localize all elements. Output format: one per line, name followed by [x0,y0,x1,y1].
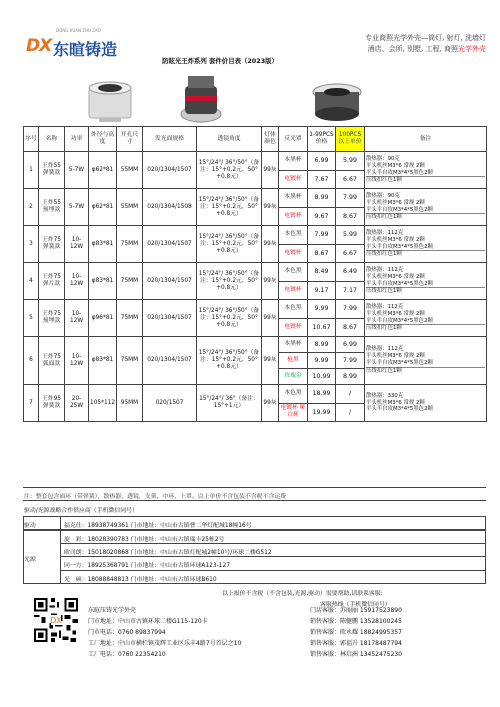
logo-mark: DX [26,36,52,56]
row-no: 6 [24,337,39,385]
row-angle: 15°/24°/ 36°/50°（备注：15°+0.2元，50°+0.8元） [197,263,262,300]
product-image-2 [176,74,226,126]
row-reflector: 本色黑 [279,263,308,282]
note-line: 平头半自攻M3*4*5黑色2颗 [366,169,433,176]
row-price-100: 8.67 [336,318,365,337]
logo-name: 东暄铸造 [53,40,118,59]
row-reflector: 电镀杯 [279,170,308,189]
row-price-100: 8.99 [336,369,365,385]
row-notes [365,152,487,189]
header-color: 灯体颜色 [262,127,279,152]
row-price-1-99: 9.99 [308,300,336,319]
row-price-1-99: 9.99 [308,353,336,369]
row-price-1-99: 9.67 [308,207,336,226]
row-size: 105*112 [89,385,117,422]
row-power: 10-12W [65,337,89,385]
row-source: 020/1507 [143,385,197,422]
row-color: 99灰 [262,300,279,337]
note-line: 压线扣红色1颗 [366,287,485,295]
row-reflector: 电镀杯 [279,207,308,226]
footer-right-2: 销售客服：陈健鹏 13528100245 [310,618,402,625]
header-price100: 100PCS以上单价 [336,127,365,152]
row-price-100: 7.17 [336,281,365,300]
row-notes [365,300,487,337]
note-line: 平头机丝M3*6 常规 2颗 [366,310,425,317]
row-angle: 15°/24°/ 36°/50°（备注：15°+0.2元，50°+0.8元） [197,226,262,263]
row-power: 10-12W [65,300,89,337]
row-angle: 15°/24°/ 36°/50°（备注：15°+0.2元，50°+0.8元） [197,152,262,189]
row-reflector: 本黑杯 [279,152,308,171]
note-line: 压线扣红色1颗 [366,324,485,332]
row-reflector: 本色黑 [279,385,308,404]
row-price-100: 6.67 [336,170,365,189]
table-row [24,385,487,404]
row-price-1-99: 19.99 [308,403,336,422]
footer-disclaimer: 以上报价不含税（不含包装,光源,驱动）需要帮助,请联系客服: [222,591,383,597]
row-price-100: 7.99 [336,300,365,319]
row-name: 王炸55预埋款 [39,189,65,226]
row-notes [365,385,487,422]
footer-left-1: 门市地址：中山市古镇环球二楼G115-120卡 [88,618,208,625]
row-notes [365,263,487,300]
header-source: 发光面规格 [143,127,197,152]
row-price-1-99: 7.99 [308,226,336,245]
table-row [24,300,487,319]
row-name: 王炸75弧面款 [39,337,65,385]
row-price-100: 7.99 [336,353,365,369]
row-hole: 75MM [117,263,143,300]
row-price-100: 5.99 [336,226,365,245]
light-label: 光源 [24,557,36,563]
row-price-1-99: 6.99 [308,152,336,171]
light-supplier-3: 同一方：18925368791 门市地址：中山市古镇环球A123-127 [64,563,230,569]
row-color: 99灰 [262,189,279,226]
row-reflector: 本黑杯 [279,337,308,353]
row-price-1-99: 8.67 [308,244,336,263]
row-reflector: 电镀杯 [279,318,308,337]
row-power: 10-12W [65,263,89,300]
row-source: 020/1304/1507 [143,300,197,337]
header-angle: 透镜角度 [197,127,262,152]
footer-company: 东暄压铸光学外壳 [88,607,137,614]
driver-supplier: 福克仕：18938749361 门市地址：中山市古镇曹二华灯配城18幢16号 [64,523,252,529]
note-line: 散热器：112克 [366,303,404,310]
row-price-1-99: 18.99 [308,385,336,404]
row-price-100: 5.99 [336,152,365,171]
note-line: 平头机丝M3*6 常规 2颗 [366,273,425,280]
row-price-1-99: 8.99 [308,189,336,208]
note-line: 平头半自攻M3*4*5黑色2颗 [366,317,433,324]
row-notes [365,189,487,226]
note-line: 散热器：330克 [366,392,404,399]
footer-left-3: 工厂地址：中山市横栏镇茂辉工业区乐丰4路7号首层之10 [88,640,242,647]
footer-left-4: 工厂电话：0760 22354210 [88,651,166,658]
row-color: 99灰 [262,152,279,189]
note-line: 散热器：90克 [366,155,400,162]
row-size: φ96*81 [89,300,117,337]
row-no: 3 [24,226,39,263]
table-row [24,226,487,245]
document-title: 防眩光王炸系列 套件价目表（2023版） [162,57,278,65]
row-price-1-99: 8.99 [308,337,336,353]
price-table [23,126,487,422]
driver-label: 驱动 [24,523,36,529]
header-name: 名称 [39,127,65,152]
row-color: 99灰 [262,226,279,263]
row-reflector: 电镀杯 哑白杯 [279,403,308,422]
header-hole: 开孔尺寸 [117,127,143,152]
note-line: 平头半自攻M3*4*5黑色2颗 [366,406,433,413]
note-line: 散热器：112克 [366,266,404,273]
header-price1: 1-99PCS价格 [308,127,336,152]
row-price-1-99: 10.99 [308,369,336,385]
row-reflector: 本色黑 [279,300,308,319]
row-no: 1 [24,152,39,189]
row-reflector: 本色黑 [279,226,308,245]
row-reflector: 电镀杯 [279,281,308,300]
row-power: 10-12W [65,226,89,263]
table-row [24,337,487,353]
row-price-1-99: 10.67 [308,318,336,337]
row-reflector: 玫瑰金 [279,369,308,385]
row-notes [365,226,487,263]
note-line: 压线扣红色1颗 [366,250,485,258]
row-price-100: 8.67 [336,207,365,226]
row-reflector: 本黑杯 [279,189,308,208]
row-angle: 15°/24°/ 36°/50°（备注：15°+0.2元，50°+0.8元） [197,189,262,226]
note-line: 平头半自攻M3*4*5黑色2颗 [366,206,433,213]
product-image-3 [310,72,364,126]
header-reflector: 反光罩 [279,127,308,152]
row-source: 020/1304/1507 [143,152,197,189]
note-line: 平头机丝M3*6 常规 2颗 [366,353,425,360]
row-name: 王炸75弹片款 [39,263,65,300]
note-line: 平头半自攻M3*4*5黑色2颗 [366,243,433,250]
footer-hotline: 客服热线（手机微信同号） [320,602,391,608]
table-row [24,263,487,282]
header-note: 备注 [365,127,487,152]
note-line: 平头半自攻M3*4*5黑色2颗 [366,360,433,366]
row-name: 王炸55弹簧款 [39,152,65,189]
row-angle: 15°/24°/ 36°/50°（备注：15°+0.2元，50°+0.8元） [197,337,262,385]
row-size: φ83*81 [89,337,117,385]
note-line: 压线扣红色1颗 [366,213,485,221]
row-price-100: / [336,385,365,404]
header-no: 序号 [24,127,39,152]
brand-slogan: 专业商照光学外壳—筒灯, 射灯, 洗墙灯 酒店、会所, 别墅, 工程, 商照光学外壳 [365,34,486,53]
row-color: 99灰 [262,385,279,422]
table-row [24,152,487,171]
row-price-1-99: 9.17 [308,281,336,300]
light-supplier-4: 光 硕：18088848813 门市地址：中山市古镇环球B610 [64,577,217,583]
note-line: 平头机丝M3*6 常规 2颗 [366,399,425,406]
row-power: 5-7W [65,189,89,226]
table-row [24,189,487,208]
row-name: 王炸95弹簧款 [39,385,65,422]
header-size: 外径与高度 [89,127,117,152]
row-hole: 75MM [117,226,143,263]
footer-right-5: 销售客服：林启洲 13452475230 [310,651,402,658]
footer-right-1: 门店客服：苏丽丽 15917523890 [310,607,402,614]
row-size: φ62*81 [89,152,117,189]
row-no: 4 [24,263,39,300]
footer-right-3: 销售客服：欧永耀 18824995357 [310,629,402,636]
note-line: 平头机丝M3*6 常规 2颗 [366,236,425,243]
note-line: 平头机丝M3*6 常规 2颗 [366,162,425,169]
row-price-100: 6.99 [336,337,365,353]
row-price-1-99: 8.49 [308,263,336,282]
row-no: 5 [24,300,39,337]
row-power: 5-7W [65,152,89,189]
row-hole: 95MM [117,385,143,422]
row-name: 王炸75弹簧款 [39,226,65,263]
row-hole: 75MM [117,300,143,337]
qr-code-image [32,596,80,644]
row-size: φ62*81 [89,189,117,226]
footer-right-4: 销售客服：郭福升 18178487794 [310,640,402,647]
svg-text:DX: DX [50,615,62,625]
row-source: 020/1304/1507 [143,263,197,300]
row-price-100: 6.49 [336,263,365,282]
row-reflector: 电镀杯 [279,244,308,263]
brand-logo [26,28,138,60]
row-power: 20-25W [65,385,89,422]
row-no: 7 [24,385,39,422]
logo-tagline: DONG XUAN ZHU ZAO [56,28,101,33]
row-color: 99灰 [262,263,279,300]
row-size: φ83*81 [89,263,117,300]
row-source: 020/1304/1507 [143,226,197,263]
row-source: 020/1304/1507 [143,337,197,385]
row-hole: 55MM [117,152,143,189]
product-image-1 [85,74,135,126]
light-supplier-2: 欧司朗：15018020868 门市地址：中山市古镇灯配城2幢10号/环球二楼G512 [64,550,272,556]
row-price-1-99: 7.67 [308,170,336,189]
note-line: 散热器：112克 [366,229,404,236]
note-line: 平头机丝M3*6 常规 2颗 [366,199,425,206]
table-header-row [24,127,487,152]
note-line: 散热器：90克 [366,192,400,199]
row-price-100: 6.67 [336,244,365,263]
row-angle: 15°/24°/ 36°（备注：15°+1元） [197,385,262,422]
row-name: 王炸75预埋款 [39,300,65,337]
note-line: 散热器：112克 [366,346,404,353]
row-color: 99灰 [262,337,279,385]
row-size: φ83*81 [89,226,117,263]
row-notes [365,337,487,385]
row-source: 020/1304/1508 [143,189,197,226]
row-hole: 55MM [117,189,143,226]
row-angle: 15°/24°/ 36°/50°（备注：15°+0.2元，50°+0.8元） [197,300,262,337]
row-hole: 75MM [117,337,143,385]
table-footnote: 注：整套包含面环（带弹簧），散热器，透镜，支架，中环，上罩。以上单价不含包装不含税不含运费 [24,494,287,500]
note-line: 压线扣红色1颗 [366,367,485,375]
row-price-100: / [336,403,365,422]
footer-left-2: 门市电话：0760 89837994 [88,629,166,636]
light-supplier-1: 旋 彩：18028390783 门市地址：中山市古镇瑞丰25栋2号 [64,537,225,543]
row-reflector: 枪黑 [279,353,308,369]
header-power: 功率 [65,127,89,152]
row-no: 2 [24,189,39,226]
supplier-heading: 驱动/光源战略合作供应商（手机微信同号） [24,508,138,514]
note-line: 压线扣红色1颗 [366,176,485,184]
row-price-100: 7.99 [336,189,365,208]
note-line: 平头半自攻M3*4*5黑色2颗 [366,280,433,287]
